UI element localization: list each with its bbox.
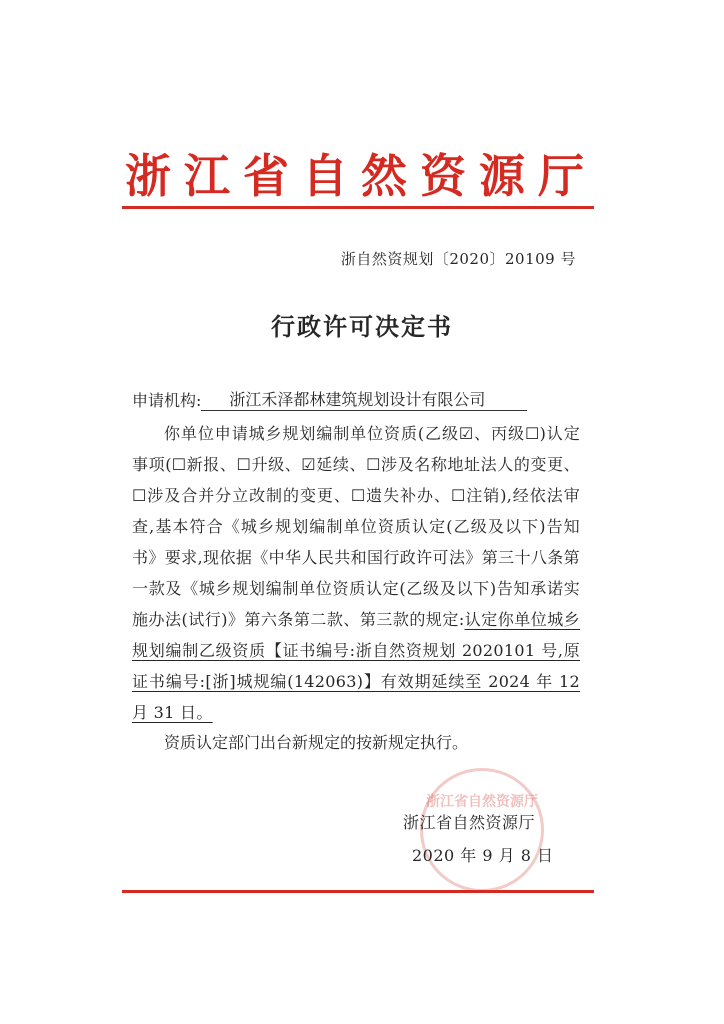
- document-heading: 行政许可决定书: [271, 312, 453, 341]
- decision-body: [132, 418, 580, 728]
- footer-red-rule: [122, 890, 594, 893]
- signature-org: 浙江省自然资源厅: [403, 813, 536, 832]
- applicant-row: [132, 387, 527, 411]
- signature-date: 2020 年 9 月 8 日: [412, 846, 554, 865]
- document-number: 浙自然资规划〔2020〕20109 号: [340, 250, 576, 268]
- decision-paragraph: [132, 418, 580, 728]
- applicant-value: 浙江禾泽都林建筑规划设计有限公司: [201, 387, 527, 411]
- decision-underlined-text: 认定你单位城乡规划编制乙级资质【证书编号:浙自然资规划 2020101 号,原证书编号:[浙]城规编(142063)】有效期延续至 2024 年 12 月 31 日。: [132, 610, 580, 722]
- closing-statement: 资质认定部门出台新规定的按新规定执行。: [164, 733, 469, 752]
- letterhead-red-rule: [122, 206, 594, 209]
- applicant-label: 申请机构:: [132, 391, 202, 410]
- letterhead-title: 浙江省自然资源厅: [125, 149, 597, 203]
- decision-text: 你单位申请城乡规划编制单位资质(乙级☑、丙级☐)认定事项(☐新报、☐升级、☑延续、☐涉及名称地址法人的变更、☐涉及合并分立改制的变更、☐遗失补办、☐注销),经依法审查,基本符合《城乡规划编制单位资质认定(乙级及以下)告知书》要求,现依据《中华人民共和国行政许可法》第三十八条第一款及《城乡规划编制单位资质认定(乙级及以下)告知承诺实施办法(试行)》第六条第二款、第三款的规定:: [132, 424, 580, 629]
- seal-text: 浙江省自然资源厅: [426, 794, 538, 810]
